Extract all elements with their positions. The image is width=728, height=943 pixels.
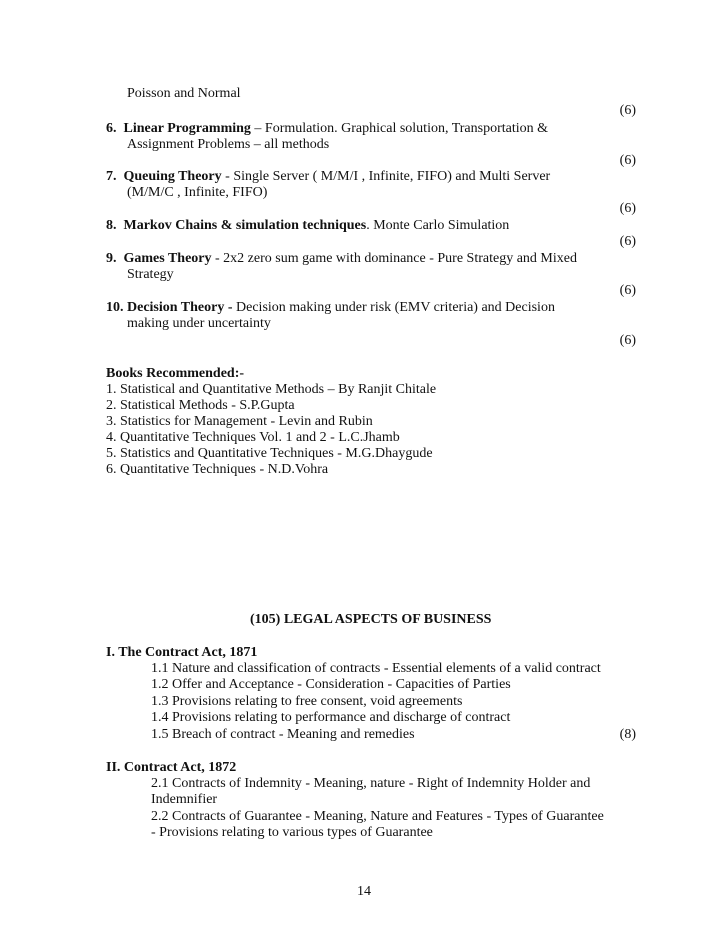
marks: (6) xyxy=(619,201,636,216)
topic-description: - 2x2 zero sum game with dominance - Pure Strategy and Mixed xyxy=(211,251,577,266)
topic-number: 6. xyxy=(106,121,117,136)
section-heading: II. Contract Act, 1872 xyxy=(106,760,237,775)
continuation-text: Poisson and Normal xyxy=(127,86,241,101)
book-item: 2. Statistical Methods - S.P.Gupta xyxy=(106,398,295,413)
section-item: 2.2 Contracts of Guarantee - Meaning, Nature and Features - Types of Guarantee xyxy=(151,809,604,824)
topic-title: Queuing Theory xyxy=(123,169,222,184)
book-item: 3. Statistics for Management - Levin and Rubin xyxy=(106,414,373,429)
topic-number: 9. xyxy=(106,251,117,266)
topic-title: Decision Theory - xyxy=(127,300,233,315)
topic-description-cont: (M/M/C , Infinite, FIFO) xyxy=(127,185,268,200)
marks: (6) xyxy=(619,234,636,249)
topic-number: 7. xyxy=(106,169,117,184)
marks: (6) xyxy=(619,103,636,118)
book-item: 4. Quantitative Techniques Vol. 1 and 2 - L.C.Jhamb xyxy=(106,430,400,445)
books-heading: Books Recommended:- xyxy=(106,366,245,381)
topic-description: . Monte Carlo Simulation xyxy=(366,218,510,233)
topic-title: Linear Programming xyxy=(123,121,251,136)
section-item: 1.3 Provisions relating to free consent, void agreements xyxy=(151,694,463,709)
topic-description: - Single Server ( M/M/I , Infinite, FIFO) and Multi Server xyxy=(221,169,551,184)
topic-description: – Formulation. Graphical solution, Transportation & xyxy=(250,121,549,136)
section-heading: I. The Contract Act, 1871 xyxy=(106,645,258,660)
marks: (6) xyxy=(619,333,636,348)
section-item: 1.1 Nature and classification of contracts - Essential elements of a valid contract xyxy=(151,661,601,676)
book-item: 6. Quantitative Techniques - N.D.Vohra xyxy=(106,462,329,477)
page-number: 14 xyxy=(357,884,371,899)
topic-description-cont: Assignment Problems – all methods xyxy=(127,137,330,152)
topic-description-cont: making under uncertainty xyxy=(127,316,271,331)
topic-number: 8. xyxy=(106,218,117,233)
section-item: 1.2 Offer and Acceptance - Consideration - Capacities of Parties xyxy=(151,677,511,692)
marks: (8) xyxy=(619,727,636,742)
section-item: 1.4 Provisions relating to performance and discharge of contract xyxy=(151,710,511,725)
topic-description: Decision making under risk (EMV criteria) and Decision xyxy=(232,300,555,315)
section-item: - Provisions relating to various types of Guarantee xyxy=(151,825,433,840)
subject-title: (105) LEGAL ASPECTS OF BUSINESS xyxy=(250,612,492,627)
marks: (6) xyxy=(619,283,636,298)
book-item: 5. Statistics and Quantitative Techniques - M.G.Dhaygude xyxy=(106,446,433,461)
marks: (6) xyxy=(619,153,636,168)
section-item: Indemnifier xyxy=(151,792,218,807)
topic-description-cont: Strategy xyxy=(127,267,174,282)
topic-title: Games Theory xyxy=(123,251,212,266)
topic-title: Markov Chains & simulation techniques xyxy=(123,218,367,233)
topic-number: 10. xyxy=(106,300,124,315)
section-item: 1.5 Breach of contract - Meaning and remedies xyxy=(151,727,415,742)
section-item: 2.1 Contracts of Indemnity - Meaning, nature - Right of Indemnity Holder and xyxy=(151,776,591,791)
book-item: 1. Statistical and Quantitative Methods – By Ranjit Chitale xyxy=(106,382,437,397)
